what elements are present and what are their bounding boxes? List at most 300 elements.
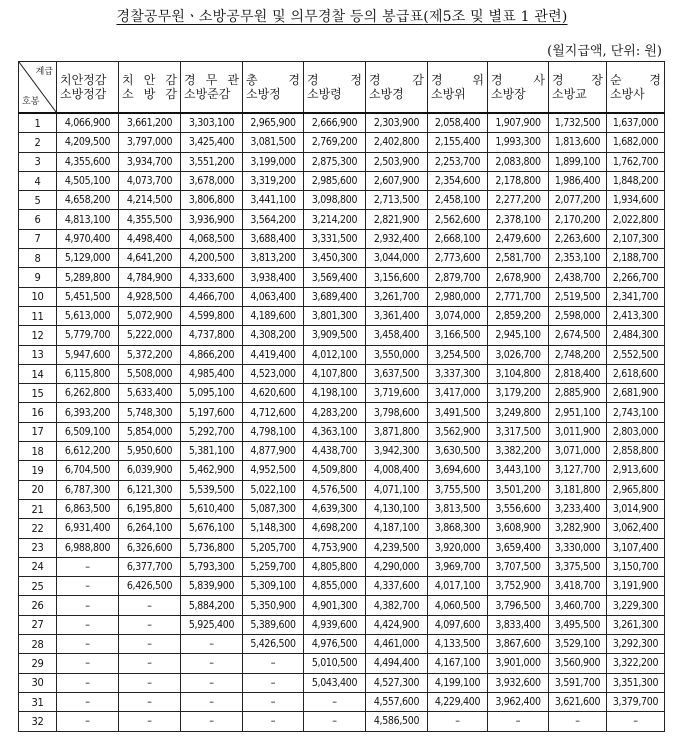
salary-cell: 4,498,400 <box>119 229 181 248</box>
salary-cell: 3,317,500 <box>488 422 549 441</box>
salary-cell: 2,458,100 <box>428 191 488 210</box>
fire-rank-label: 소방정 <box>246 87 281 101</box>
salary-cell: 2,341,700 <box>607 287 665 306</box>
salary-cell: – <box>57 712 119 731</box>
salary-cell: 5,309,100 <box>243 577 304 596</box>
salary-cell: 3,833,400 <box>488 615 549 634</box>
salary-cell: 2,885,900 <box>549 384 607 403</box>
salary-cell: 4,639,300 <box>304 499 366 518</box>
salary-cell: 6,787,300 <box>57 480 119 499</box>
salary-cell: 2,107,300 <box>607 229 665 248</box>
salary-cell: 4,200,500 <box>181 249 243 268</box>
salary-cell: 4,424,900 <box>366 615 428 634</box>
salary-cell: – <box>607 712 665 731</box>
salary-cell: 4,866,200 <box>181 345 243 364</box>
table-row <box>19 210 665 229</box>
fire-rank-label: 소방령 <box>307 87 342 101</box>
salary-cell: 2,266,700 <box>607 268 665 287</box>
salary-cell: 2,253,700 <box>428 152 488 171</box>
salary-cell: 3,254,500 <box>428 345 488 364</box>
salary-cell: 3,797,000 <box>119 133 181 152</box>
title-main: 경찰공무원ㆍ소방공무원 및 의무경찰 등의 봉급표 <box>116 9 424 25</box>
salary-cell: 3,150,700 <box>607 557 665 576</box>
table-row <box>19 692 665 711</box>
salary-table <box>18 61 665 732</box>
step-cell: 16 <box>19 403 57 422</box>
salary-cell: 4,970,400 <box>57 229 119 248</box>
salary-cell: 5,779,700 <box>57 326 119 345</box>
salary-cell: 4,641,200 <box>119 249 181 268</box>
salary-cell: 6,393,200 <box>57 403 119 422</box>
table-row <box>19 364 665 383</box>
salary-cell: 4,586,500 <box>366 712 428 731</box>
salary-cell: 4,189,600 <box>243 306 304 325</box>
salary-cell: 5,043,400 <box>304 673 366 692</box>
salary-cell: 5,426,500 <box>243 635 304 654</box>
salary-cell: 5,736,800 <box>181 538 243 557</box>
salary-cell: 3,969,700 <box>428 557 488 576</box>
salary-cell: 3,621,600 <box>549 692 607 711</box>
salary-cell: 2,980,000 <box>428 287 488 306</box>
salary-cell: 4,976,500 <box>304 635 366 654</box>
salary-cell: 4,290,000 <box>366 557 428 576</box>
salary-cell: 4,133,500 <box>428 635 488 654</box>
table-row <box>19 596 665 615</box>
table-row <box>19 422 665 441</box>
salary-cell: – <box>57 577 119 596</box>
salary-cell: 4,066,900 <box>57 113 119 133</box>
salary-cell: 3,630,500 <box>428 442 488 461</box>
salary-cell: 4,505,100 <box>57 171 119 190</box>
salary-cell: 3,337,300 <box>428 364 488 383</box>
salary-cell: 4,805,800 <box>304 557 366 576</box>
salary-cell: 3,292,300 <box>607 635 665 654</box>
salary-cell: 4,229,400 <box>428 692 488 711</box>
step-cell: 5 <box>19 191 57 210</box>
salary-cell: 3,322,200 <box>607 654 665 673</box>
salary-cell: 4,060,500 <box>428 596 488 615</box>
salary-cell: 2,674,500 <box>549 326 607 345</box>
table-row <box>19 326 665 345</box>
salary-cell: 4,187,100 <box>366 519 428 538</box>
salary-cell: 2,932,400 <box>366 229 428 248</box>
step-cell: 22 <box>19 519 57 538</box>
salary-cell: 2,748,200 <box>549 345 607 364</box>
salary-cell: 4,071,100 <box>366 480 428 499</box>
salary-cell: – <box>119 692 181 711</box>
salary-cell: 1,907,900 <box>488 113 549 133</box>
salary-cell: 4,952,500 <box>243 461 304 480</box>
corner-step-label: 호봉 <box>22 97 40 107</box>
salary-cell: 2,503,900 <box>366 152 428 171</box>
salary-cell: 5,129,000 <box>57 249 119 268</box>
column-header <box>181 62 243 114</box>
step-cell: 24 <box>19 557 57 576</box>
salary-cell: 4,798,100 <box>243 422 304 441</box>
table-row <box>19 615 665 634</box>
table-row <box>19 384 665 403</box>
salary-cell: 4,928,500 <box>119 287 181 306</box>
salary-cell: 6,377,700 <box>119 557 181 576</box>
salary-cell: 4,438,700 <box>304 442 366 461</box>
step-cell: 27 <box>19 615 57 634</box>
salary-cell: – <box>549 712 607 731</box>
column-header <box>549 62 607 114</box>
salary-cell: 3,303,100 <box>181 113 243 133</box>
salary-cell: 3,867,600 <box>488 635 549 654</box>
step-cell: 7 <box>19 229 57 248</box>
salary-cell: 5,010,500 <box>304 654 366 673</box>
salary-cell: 2,083,800 <box>488 152 549 171</box>
salary-cell: 2,178,800 <box>488 171 549 190</box>
step-cell: 17 <box>19 422 57 441</box>
salary-cell: 2,155,400 <box>428 133 488 152</box>
salary-cell: 1,732,500 <box>549 113 607 133</box>
salary-cell: 3,425,400 <box>181 133 243 152</box>
salary-cell: 1,637,000 <box>607 113 665 133</box>
salary-cell: 4,130,100 <box>366 499 428 518</box>
salary-cell: 4,167,100 <box>428 654 488 673</box>
table-row <box>19 499 665 518</box>
salary-cell: 5,884,200 <box>181 596 243 615</box>
salary-cell: 4,737,800 <box>181 326 243 345</box>
salary-cell: 3,556,600 <box>488 499 549 518</box>
step-cell: 21 <box>19 499 57 518</box>
salary-cell: 2,188,700 <box>607 249 665 268</box>
salary-cell: 3,233,400 <box>549 499 607 518</box>
salary-cell: 3,375,500 <box>549 557 607 576</box>
salary-cell: 3,319,200 <box>243 171 304 190</box>
step-cell: 13 <box>19 345 57 364</box>
salary-cell: 4,658,200 <box>57 191 119 210</box>
table-row <box>19 557 665 576</box>
salary-cell: 6,612,200 <box>57 442 119 461</box>
salary-cell: 4,523,000 <box>243 364 304 383</box>
salary-cell: 5,389,600 <box>243 615 304 634</box>
table-row <box>19 268 665 287</box>
salary-cell: 4,068,500 <box>181 229 243 248</box>
salary-cell: 2,552,500 <box>607 345 665 364</box>
salary-cell: 2,562,600 <box>428 210 488 229</box>
salary-cell: 3,229,300 <box>607 596 665 615</box>
salary-cell: 3,909,500 <box>304 326 366 345</box>
salary-cell: 2,859,200 <box>488 306 549 325</box>
salary-cell: 2,581,700 <box>488 249 549 268</box>
table-row <box>19 171 665 190</box>
step-cell: 3 <box>19 152 57 171</box>
salary-cell: 3,382,200 <box>488 442 549 461</box>
fire-rank-label: 소방장 <box>491 87 526 101</box>
salary-cell: 4,466,700 <box>181 287 243 306</box>
salary-cell: 2,773,600 <box>428 249 488 268</box>
salary-cell: 4,198,100 <box>304 384 366 403</box>
salary-cell: 4,355,600 <box>57 152 119 171</box>
step-cell: 1 <box>19 113 57 133</box>
salary-cell: 5,259,700 <box>243 557 304 576</box>
column-header <box>119 62 181 114</box>
salary-cell: – <box>304 712 366 731</box>
step-cell: 6 <box>19 210 57 229</box>
salary-cell: 3,529,100 <box>549 635 607 654</box>
salary-cell: 4,337,600 <box>366 577 428 596</box>
salary-cell: 1,682,000 <box>607 133 665 152</box>
salary-cell: 6,264,100 <box>119 519 181 538</box>
salary-cell: 2,743,100 <box>607 403 665 422</box>
table-row <box>19 306 665 325</box>
salary-cell: 4,494,400 <box>366 654 428 673</box>
salary-cell: – <box>181 692 243 711</box>
step-cell: 23 <box>19 538 57 557</box>
salary-cell: – <box>243 654 304 673</box>
table-row <box>19 654 665 673</box>
salary-cell: 5,793,300 <box>181 557 243 576</box>
salary-cell: 3,261,700 <box>366 287 428 306</box>
police-rank-label: 경 위 <box>431 73 484 87</box>
salary-cell: 3,501,200 <box>488 480 549 499</box>
salary-cell: 3,011,900 <box>549 422 607 441</box>
column-header <box>243 62 304 114</box>
salary-cell: 2,713,500 <box>366 191 428 210</box>
salary-cell: – <box>243 692 304 711</box>
salary-cell: 3,098,800 <box>304 191 366 210</box>
salary-cell: 3,379,700 <box>607 692 665 711</box>
salary-cell: 1,899,100 <box>549 152 607 171</box>
salary-cell: 3,920,000 <box>428 538 488 557</box>
salary-cell: 4,698,200 <box>304 519 366 538</box>
salary-cell: 2,858,800 <box>607 442 665 461</box>
salary-cell: 4,308,200 <box>243 326 304 345</box>
salary-cell: 4,509,800 <box>304 461 366 480</box>
salary-cell: – <box>57 615 119 634</box>
salary-cell: 5,925,400 <box>181 615 243 634</box>
salary-cell: 2,022,800 <box>607 210 665 229</box>
column-header <box>428 62 488 114</box>
step-cell: 19 <box>19 461 57 480</box>
salary-cell: 4,209,500 <box>57 133 119 152</box>
salary-cell: 3,495,500 <box>549 615 607 634</box>
table-row <box>19 519 665 538</box>
fire-rank-label: 소방교 <box>552 87 587 101</box>
salary-cell: – <box>57 557 119 576</box>
salary-cell: 6,121,300 <box>119 480 181 499</box>
salary-cell: 3,104,800 <box>488 364 549 383</box>
salary-cell: 2,821,900 <box>366 210 428 229</box>
salary-cell: 5,610,400 <box>181 499 243 518</box>
salary-cell: 1,848,200 <box>607 171 665 190</box>
salary-cell: 3,591,700 <box>549 673 607 692</box>
salary-cell: 2,618,600 <box>607 364 665 383</box>
salary-cell: 2,913,600 <box>607 461 665 480</box>
salary-cell: 3,026,700 <box>488 345 549 364</box>
table-row <box>19 461 665 480</box>
salary-cell: 5,381,100 <box>181 442 243 461</box>
salary-cell: 3,560,900 <box>549 654 607 673</box>
salary-cell: 4,073,700 <box>119 171 181 190</box>
table-row <box>19 345 665 364</box>
salary-cell: 3,361,400 <box>366 306 428 325</box>
salary-cell: 3,932,600 <box>488 673 549 692</box>
salary-cell: 4,214,500 <box>119 191 181 210</box>
salary-cell: 4,239,500 <box>366 538 428 557</box>
salary-cell: 3,181,800 <box>549 480 607 499</box>
salary-cell: 6,195,800 <box>119 499 181 518</box>
step-cell: 4 <box>19 171 57 190</box>
salary-cell: 3,962,400 <box>488 692 549 711</box>
salary-cell: 3,107,400 <box>607 538 665 557</box>
salary-cell: 4,382,700 <box>366 596 428 615</box>
salary-cell: – <box>119 615 181 634</box>
salary-cell: 2,354,600 <box>428 171 488 190</box>
salary-cell: 5,462,900 <box>181 461 243 480</box>
salary-cell: 4,557,600 <box>366 692 428 711</box>
salary-cell: 1,986,400 <box>549 171 607 190</box>
salary-cell: 2,965,800 <box>607 480 665 499</box>
table-row <box>19 152 665 171</box>
salary-cell: 2,879,700 <box>428 268 488 287</box>
salary-cell: 5,222,000 <box>119 326 181 345</box>
salary-cell: 6,262,800 <box>57 384 119 403</box>
salary-cell: 3,871,800 <box>366 422 428 441</box>
salary-cell: – <box>181 654 243 673</box>
salary-cell: 1,813,600 <box>549 133 607 152</box>
salary-cell: 3,694,600 <box>428 461 488 480</box>
salary-cell: 3,074,000 <box>428 306 488 325</box>
salary-cell: 2,484,300 <box>607 326 665 345</box>
salary-cell: 4,985,400 <box>181 364 243 383</box>
salary-cell: 4,097,600 <box>428 615 488 634</box>
salary-cell: 1,993,300 <box>488 133 549 152</box>
salary-cell: 3,081,500 <box>243 133 304 152</box>
column-header <box>607 62 665 114</box>
salary-cell: 3,813,500 <box>428 499 488 518</box>
police-rank-label: 경 무 관 <box>184 73 239 87</box>
salary-cell: 1,934,600 <box>607 191 665 210</box>
police-rank-label: 순 경 <box>610 73 661 87</box>
salary-cell: – <box>119 596 181 615</box>
salary-cell: 2,479,600 <box>488 229 549 248</box>
salary-cell: 3,868,300 <box>428 519 488 538</box>
salary-cell: 3,942,300 <box>366 442 428 461</box>
salary-cell: 2,058,400 <box>428 113 488 133</box>
salary-cell: 6,039,900 <box>119 461 181 480</box>
salary-cell: – <box>57 673 119 692</box>
corner-cell <box>19 62 57 114</box>
salary-cell: 2,951,100 <box>549 403 607 422</box>
column-header <box>304 62 366 114</box>
salary-cell: 3,661,200 <box>119 113 181 133</box>
salary-cell: – <box>119 673 181 692</box>
police-rank-label: 경 정 <box>307 73 362 87</box>
salary-cell: 4,877,900 <box>243 442 304 461</box>
salary-cell: 2,413,300 <box>607 306 665 325</box>
salary-cell: – <box>57 596 119 615</box>
salary-cell: 3,806,800 <box>181 191 243 210</box>
salary-cell: 6,426,500 <box>119 577 181 596</box>
salary-cell: 2,666,900 <box>304 113 366 133</box>
page-title <box>0 6 684 26</box>
table-row <box>19 191 665 210</box>
salary-cell: 3,562,900 <box>428 422 488 441</box>
salary-cell: 3,491,500 <box>428 403 488 422</box>
step-cell: 8 <box>19 249 57 268</box>
salary-cell: 2,402,800 <box>366 133 428 152</box>
step-cell: 9 <box>19 268 57 287</box>
salary-cell: 3,179,200 <box>488 384 549 403</box>
salary-cell: 4,017,100 <box>428 577 488 596</box>
salary-cell: – <box>119 712 181 731</box>
salary-cell: 4,712,600 <box>243 403 304 422</box>
step-cell: 2 <box>19 133 57 152</box>
salary-cell: 4,199,100 <box>428 673 488 692</box>
salary-cell: 2,303,900 <box>366 113 428 133</box>
step-cell: 31 <box>19 692 57 711</box>
table-row <box>19 249 665 268</box>
salary-cell: 4,419,400 <box>243 345 304 364</box>
table-row <box>19 133 665 152</box>
salary-cell: 3,044,000 <box>366 249 428 268</box>
fire-rank-label: 소방경 <box>369 87 404 101</box>
salary-cell: 3,418,700 <box>549 577 607 596</box>
salary-cell: 5,289,800 <box>57 268 119 287</box>
salary-cell: 4,939,600 <box>304 615 366 634</box>
salary-cell: 3,936,900 <box>181 210 243 229</box>
salary-cell: 3,249,800 <box>488 403 549 422</box>
salary-cell: 3,796,500 <box>488 596 549 615</box>
salary-cell: 3,659,400 <box>488 538 549 557</box>
salary-cell: 3,417,000 <box>428 384 488 403</box>
salary-cell: 3,569,400 <box>304 268 366 287</box>
police-rank-label: 치안정감 <box>60 73 107 87</box>
table-row <box>19 673 665 692</box>
step-cell: 18 <box>19 442 57 461</box>
salary-cell: 5,087,300 <box>243 499 304 518</box>
salary-cell: 4,753,900 <box>304 538 366 557</box>
salary-cell: 3,564,200 <box>243 210 304 229</box>
salary-cell: 3,752,900 <box>488 577 549 596</box>
salary-cell: – <box>428 712 488 731</box>
salary-cell: 5,095,100 <box>181 384 243 403</box>
salary-cell: 5,148,300 <box>243 519 304 538</box>
salary-cell: 3,330,000 <box>549 538 607 557</box>
salary-cell: – <box>243 673 304 692</box>
salary-cell: 2,438,700 <box>549 268 607 287</box>
salary-cell: 6,704,500 <box>57 461 119 480</box>
salary-cell: 1,762,700 <box>607 152 665 171</box>
column-header <box>488 62 549 114</box>
salary-cell: 5,508,000 <box>119 364 181 383</box>
table-row <box>19 635 665 654</box>
salary-cell: 4,527,300 <box>366 673 428 692</box>
salary-cell: 3,813,200 <box>243 249 304 268</box>
step-cell: 15 <box>19 384 57 403</box>
salary-cell: 5,197,600 <box>181 403 243 422</box>
salary-cell: 3,156,600 <box>366 268 428 287</box>
salary-cell: 3,689,400 <box>304 287 366 306</box>
salary-cell: 4,901,300 <box>304 596 366 615</box>
salary-cell: 6,509,100 <box>57 422 119 441</box>
salary-cell: 3,199,000 <box>243 152 304 171</box>
salary-cell: 3,798,600 <box>366 403 428 422</box>
corner-grade-label: 계급 <box>35 67 53 77</box>
salary-table-body <box>19 113 665 731</box>
step-cell: 32 <box>19 712 57 731</box>
salary-cell: 3,551,200 <box>181 152 243 171</box>
salary-cell: 3,127,700 <box>549 461 607 480</box>
salary-cell: 3,458,400 <box>366 326 428 345</box>
salary-cell: 4,333,600 <box>181 268 243 287</box>
police-rank-label: 경 장 <box>552 73 603 87</box>
salary-cell: 3,441,100 <box>243 191 304 210</box>
